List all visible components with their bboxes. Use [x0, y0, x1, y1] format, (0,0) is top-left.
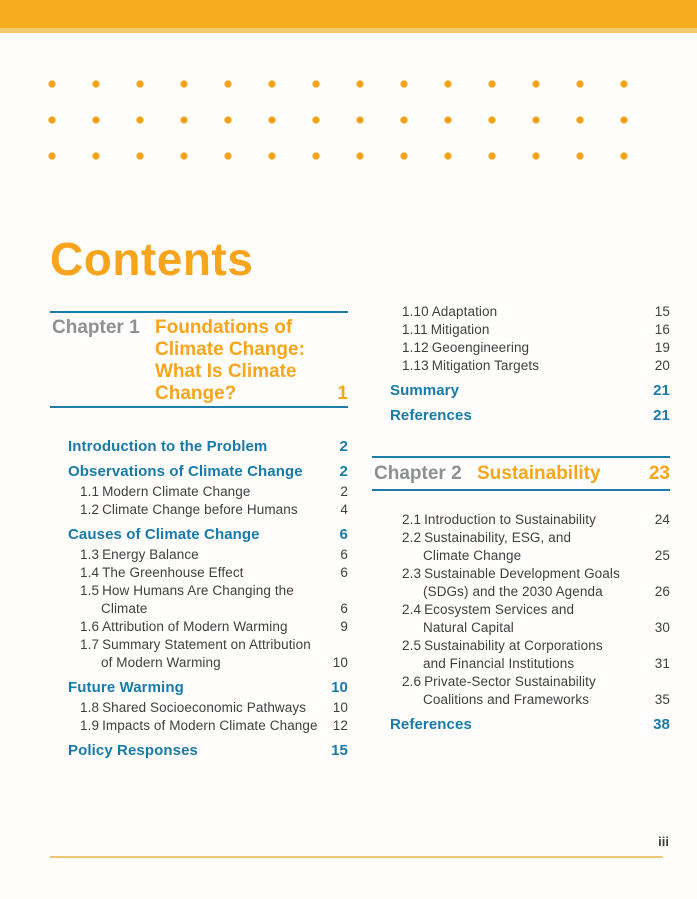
toc-subsection-number: 2.6 — [402, 674, 422, 689]
toc-subsection-number: 2.1 — [402, 512, 422, 527]
toc-subsection-number: 1.6 — [80, 619, 100, 634]
toc-section-title: Future Warming — [68, 679, 184, 696]
toc-subsection-number: 1.11 — [402, 322, 428, 337]
toc-subsection-number: 1.5 — [80, 583, 100, 598]
toc-subsection-row — [80, 699, 348, 717]
toc-subsection-continuation: Coalitions and Frameworks 35 — [423, 692, 670, 707]
toc-section-row — [372, 406, 670, 425]
chapter-1-heading — [50, 311, 348, 408]
toc-subsection-title: 1.9 Impacts of Modern Climate Change — [80, 718, 318, 733]
toc-subsection-title: 2.4 Ecosystem Services and — [402, 602, 575, 617]
toc-subsection-row — [80, 717, 348, 735]
toc-page-number: 10 — [332, 700, 348, 715]
top-brand-bar-edge — [0, 28, 697, 33]
toc-subsection-title: 1.5 How Humans Are Changing the — [80, 583, 294, 598]
toc-subsection-title: 1.1 Modern Climate Change — [80, 484, 251, 499]
toc-subsection-row — [80, 483, 348, 501]
toc-subsection-number: 1.2 — [80, 502, 100, 517]
toc-subsection-row — [402, 357, 670, 375]
toc-page-number: 16 — [654, 322, 670, 337]
toc-subsection-number: 1.10 — [402, 304, 429, 319]
toc-page-number: 24 — [654, 512, 670, 527]
toc-subsection-row — [402, 637, 670, 673]
toc-page-number: 15 — [654, 304, 670, 319]
toc-subsection-continuation: Climate 6 — [101, 601, 348, 616]
toc-subsection-title: 1.10 Adaptation — [402, 304, 498, 319]
toc-subsection-row — [402, 529, 670, 565]
chapter-1-title-line: Foundations of — [155, 317, 293, 338]
toc-page-number: 10 — [331, 679, 348, 696]
toc-subsection-number: 2.2 — [402, 530, 422, 545]
toc-page-number: 30 — [654, 620, 670, 635]
toc-subsection-title: 1.11 Mitigation — [402, 322, 490, 337]
toc-section-title: Summary — [390, 382, 460, 399]
toc-page-number: 2 — [339, 463, 348, 480]
toc-section-title: References — [390, 407, 472, 424]
toc-subsection-title: 1.13 Mitigation Targets — [402, 358, 540, 373]
toc-page-number: 2 — [339, 438, 348, 455]
toc-subsection-title: 2.6 Private-Sector Sustainability — [402, 674, 596, 689]
toc-subsection-title: 1.3 Energy Balance — [80, 547, 199, 562]
toc-subsection-row — [80, 618, 348, 636]
toc-subsection-row — [80, 546, 348, 564]
chapter-2-heading — [372, 456, 670, 491]
toc-subsection-number: 1.13 — [402, 358, 429, 373]
toc-subsection-row — [402, 303, 670, 321]
toc-subsection-title: 2.3 Sustainable Development Goals — [402, 566, 620, 581]
toc-page-number: 15 — [331, 742, 348, 759]
toc-subsection-number: 2.4 — [402, 602, 422, 617]
toc-page-number: 20 — [654, 358, 670, 373]
dot-grid-decoration — [48, 80, 632, 160]
toc-subsection-number: 1.3 — [80, 547, 100, 562]
toc-page-number: 6 — [340, 565, 348, 580]
toc-section-row — [50, 437, 348, 456]
toc-subsection-number: 2.5 — [402, 638, 422, 653]
toc-section-row — [50, 741, 348, 760]
toc-page-number: 38 — [653, 716, 670, 733]
toc-page-number: 9 — [340, 619, 348, 634]
chapter-2-title — [477, 463, 670, 485]
toc-subsection-title: 1.4 The Greenhouse Effect — [80, 565, 244, 580]
toc-subsection-row — [80, 636, 348, 672]
toc-left-column — [50, 311, 348, 760]
toc-page-number: 6 — [340, 547, 348, 562]
toc-section-title: Observations of Climate Change — [68, 463, 303, 480]
toc-page-number: 35 — [654, 692, 670, 707]
toc-section-row — [50, 678, 348, 697]
toc-section-row — [50, 462, 348, 481]
toc-subsection-row — [402, 601, 670, 637]
toc-subsection-number: 2.3 — [402, 566, 422, 581]
toc-page-number: 31 — [654, 656, 670, 671]
chapter-1-title-line: Climate Change: — [155, 339, 305, 360]
toc-subsection-number: 1.8 — [80, 700, 100, 715]
toc-page-number: 26 — [654, 584, 670, 599]
toc-subsection-title: 2.5 Sustainability at Corporations — [402, 638, 603, 653]
chapter-1-title-line: What Is Climate — [155, 361, 297, 382]
toc-subsection-continuation: (SDGs) and the 2030 Agenda 26 — [423, 584, 670, 599]
toc-page-number: 12 — [332, 718, 348, 733]
toc-subsection-number: 1.7 — [80, 637, 100, 652]
toc-subsection-number: 1.9 — [80, 718, 100, 733]
toc-page-number: 6 — [340, 601, 348, 616]
toc-subsection-title: 1.8 Shared Socioeconomic Pathways — [80, 700, 307, 715]
chapter-1-title — [155, 317, 348, 405]
toc-subsection-row — [402, 673, 670, 709]
toc-section-title: Policy Responses — [68, 742, 198, 759]
top-brand-bar — [0, 0, 697, 28]
toc-subsection-number: 1.1 — [80, 484, 100, 499]
toc-subsection-number: 1.4 — [80, 565, 100, 580]
toc-right-column — [372, 303, 670, 734]
footer-rule — [50, 856, 663, 858]
chapter-2-title-text: Sustainability — [477, 463, 601, 484]
toc-subsection-continuation: of Modern Warming 10 — [101, 655, 348, 670]
toc-subsection-title: 1.6 Attribution of Modern Warming — [80, 619, 288, 634]
toc-page-number: 6 — [339, 526, 348, 543]
toc-page-number: 10 — [332, 655, 348, 670]
toc-subsection-title: 1.12 Geoengineering — [402, 340, 530, 355]
toc-subsection-row — [80, 501, 348, 519]
toc-subsection-row — [80, 564, 348, 582]
toc-subsection-title: 1.7 Summary Statement on Attribution — [80, 637, 311, 652]
toc-subsection-row — [402, 565, 670, 601]
chapter-1-label: Chapter 1 — [52, 317, 140, 338]
toc-subsection-row — [402, 339, 670, 357]
folio-page-number: iii — [658, 834, 669, 849]
toc-page-number: 25 — [654, 548, 670, 563]
chapter-1-title-line: Change? — [155, 383, 237, 404]
page-title: Contents — [50, 232, 254, 285]
toc-section-title: Causes of Climate Change — [68, 526, 260, 543]
toc-subsection-title: 1.2 Climate Change before Humans — [80, 502, 298, 517]
chapter-2-page-number: 23 — [648, 463, 670, 484]
toc-subsection-number: 1.12 — [402, 340, 429, 355]
toc-subsection-row — [80, 582, 348, 618]
chapter-1-title-lastline — [155, 383, 348, 405]
toc-page-number: 19 — [654, 340, 670, 355]
toc-subsection-continuation: Climate Change 25 — [423, 548, 670, 563]
toc-subsection-row — [402, 511, 670, 529]
toc-section-row — [50, 525, 348, 544]
toc-section-title: Introduction to the Problem — [68, 438, 268, 455]
toc-page-number: 21 — [653, 382, 670, 399]
chapter-1-page-number: 1 — [337, 383, 348, 404]
toc-section-row — [372, 381, 670, 400]
chapter-2-label: Chapter 2 — [374, 463, 462, 484]
toc-page-number: 21 — [653, 407, 670, 424]
toc-page-number: 4 — [340, 502, 348, 517]
toc-subsection-row — [402, 321, 670, 339]
toc-subsection-continuation: and Financial Institutions 31 — [423, 656, 670, 671]
toc-subsection-title: 2.2 Sustainability, ESG, and — [402, 530, 572, 545]
toc-section-row — [372, 715, 670, 734]
toc-page-number: 2 — [340, 484, 348, 499]
toc-subsection-title: 2.1 Introduction to Sustainability — [402, 512, 596, 527]
toc-section-title: References — [390, 716, 472, 733]
toc-subsection-continuation: Natural Capital 30 — [423, 620, 670, 635]
